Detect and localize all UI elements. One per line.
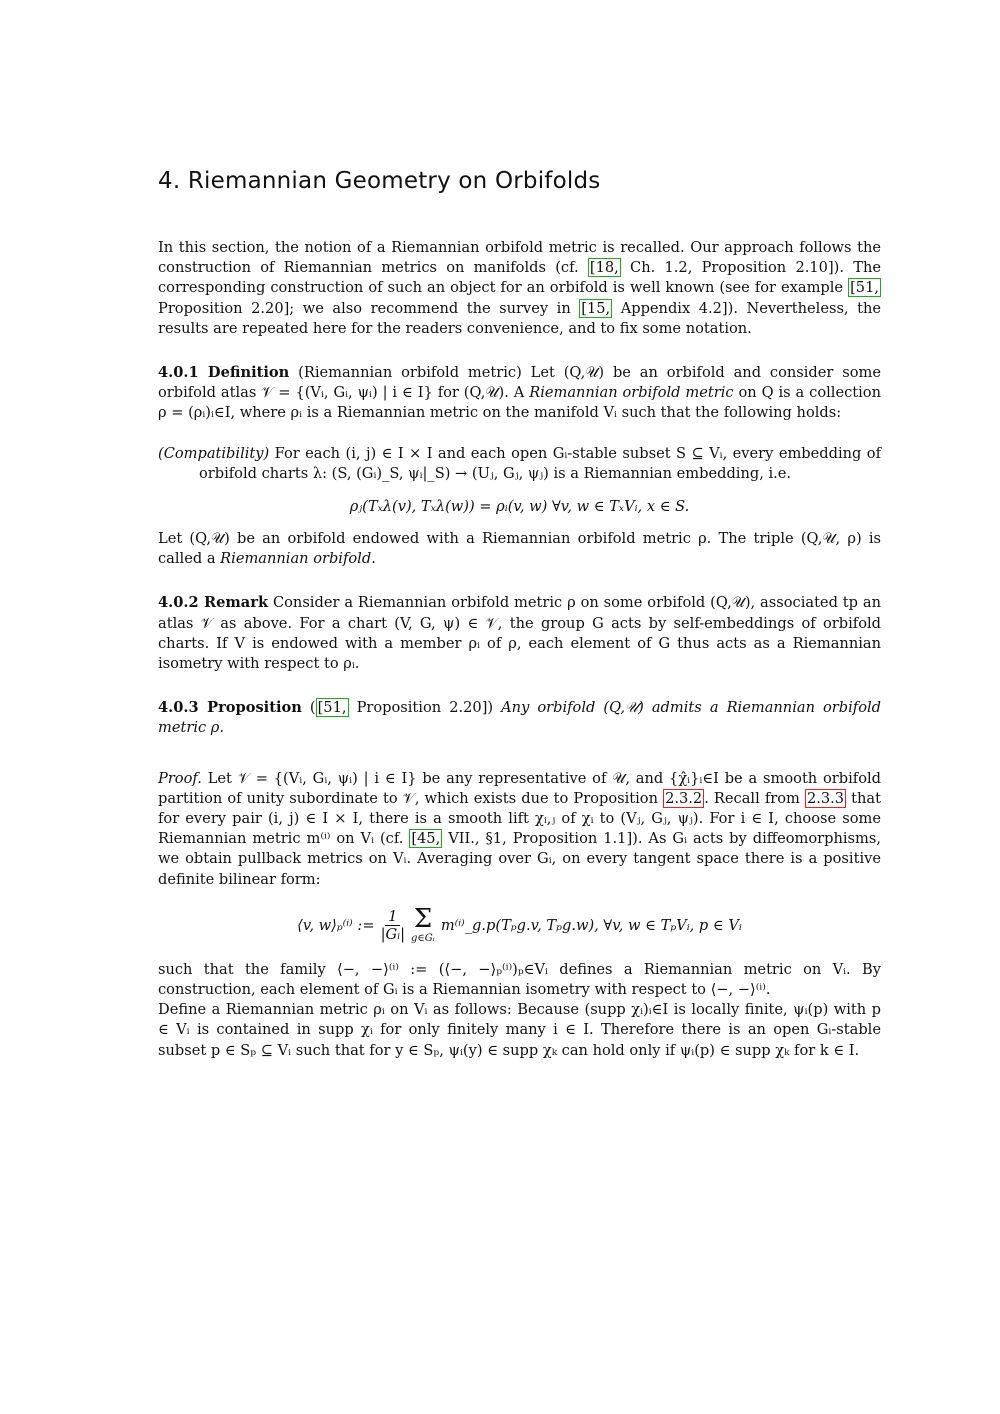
- definition-label: 4.0.1 Definition: [158, 364, 290, 382]
- definition-after-text: Let (Q,𝒰) be an orbifold endowed with a Riemannian orbifold metric ρ. The triple (Q,𝒰, ρ) is called a: [158, 530, 881, 568]
- proposition-statement: Any orbifold (Q,𝒰) admits a Riemannian orbifold metric ρ.: [158, 699, 881, 737]
- remark-text: Consider a Riemannian orbifold metric ρ on some orbifold (Q,𝒰), associated tp an atlas 𝒱 as above. For a chart (V, G, ψ) ∈ 𝒱, the group G acts by self-embeddings of orbifold charts. If V is endowed with a member ρᵢ of ρ, each element of G thus acts as a Riemannian isometry with respect to ρᵢ.: [158, 594, 881, 673]
- formula-denominator: |Gᵢ|: [380, 926, 405, 944]
- citation-link-51[interactable]: [51,: [850, 279, 879, 297]
- intro-text-3: Proposition 2.20]; we also recommend the survey in: [158, 299, 580, 317]
- compatibility-label: (Compatibility): [158, 444, 270, 462]
- remark-paragraph: [158, 593, 881, 674]
- riemannian-orbifold-term: Riemannian orbifold: [220, 550, 372, 568]
- definition-text-1: Let (Q,𝒰) be an orbifold and consider some orbifold atlas 𝒱 = {(Vᵢ, Gᵢ, ψᵢ) | i ∈ I} for (Q,𝒰). A: [158, 364, 881, 402]
- proof-label: Proof.: [158, 769, 202, 787]
- formula-fraction: [381, 908, 405, 943]
- proposition-label: 4.0.3 Proposition: [158, 699, 302, 717]
- citation-link-45[interactable]: [45,: [411, 830, 441, 848]
- proof-paragraph-2: such that the family ⟨−, −⟩⁽ⁱ⁾ := (⟨−, −⟩ₚ⁽ⁱ⁾)ₚ∈Vᵢ defines a Riemannian metric on Vᵢ. By construction, each element of Gᵢ is a Riemannian isometry with respect to ⟨−, −⟩⁽ⁱ⁾.: [158, 960, 881, 999]
- formula-numerator: 1: [385, 908, 400, 926]
- sum-subscript: g∈Gᵢ: [411, 932, 435, 944]
- proof-text-3: that for every pair (i, j) ∈ I × I, there is a smooth lift χᵢ,ⱼ of χᵢ to (Vⱼ, Gⱼ, ψⱼ). For i ∈ I, choose some Riemannian metric m⁽ⁱ⁾ on Vᵢ (cf.: [158, 789, 881, 848]
- proof-paragraph: Proof. Let 𝒱 = {(Vᵢ, Gᵢ, ψᵢ) | i ∈ I} be any representative of 𝒰, and {χ̂ᵢ}ᵢ∈I be a smooth orbifold partition of unity subordinate to 𝒱, which exists due to Proposition 2.3.2 . Recall from 2.3.3 that for every pair (i, j) ∈ I × I, there is a smooth lift χᵢ,ⱼ of χᵢ to (Vⱼ, Gⱼ, ψⱼ). For i ∈ I, choose some Riemannian metric m⁽ⁱ⁾ on Vᵢ (cf. [45, VII., §1, Proposition 1.1]). As Gᵢ acts by diffeomorphisms, we obtain pullback metrics on Vᵢ. Averaging over Gᵢ, on every tangent space there is a positive definite bilinear form:: [158, 769, 881, 888]
- formula-rhs: m⁽ⁱ⁾_g.p(Tₚg.v, Tₚg.w), ∀v, w ∈ TₚVᵢ, p ∈ Vᵢ: [440, 917, 742, 935]
- definition-text-2: on Q is a collection ρ = (ρᵢ)ᵢ∈I, where ρᵢ is a Riemannian metric on the manifold Vᵢ such that the following holds:: [158, 384, 881, 422]
- proof-paragraph-3: Define a Riemannian metric ρᵢ on Vᵢ as follows: Because (supp χᵢ)ᵢ∈I is locally finite, ψᵢ(p) with p ∈ Vᵢ is contained in supp χᵢ for only finitely many i ∈ I. Therefore there is an open Gᵢ-stable subset p ∈ Sₚ ⊆ Vᵢ such that for y ∈ Sₚ, ψᵢ(y) ∈ supp χₖ can hold only if ψᵢ(p) ∈ supp χₖ for k ∈ I.: [158, 1001, 881, 1059]
- intro-text-2: Ch. 1.2, Proposition 2.10]). The corresponding construction of such an object for an orbifold is well known (see for example: [158, 259, 881, 297]
- intro-paragraph: [158, 238, 881, 339]
- citation-link-51-b[interactable]: [51,: [317, 699, 347, 717]
- compatibility-text: For each (i, j) ∈ I × I and each open Gᵢ-stable subset S ⊆ Vᵢ, every embedding of orbifold charts λ: (S, (Gᵢ)_S, ψᵢ|_S) → (Uⱼ, Gⱼ, ψⱼ) is a Riemannian embedding, i.e.: [199, 444, 881, 482]
- section-title: 4. Riemannian Geometry on Orbifolds: [158, 168, 601, 194]
- citation-link-15[interactable]: [15,: [581, 299, 611, 317]
- formula-sum: [411, 903, 435, 946]
- sum-symbol: Σ: [413, 903, 433, 934]
- definition-term: Riemannian orbifold metric: [529, 384, 734, 402]
- remark-label: 4.0.2 Remark: [158, 594, 269, 612]
- proof-text-4: VII., §1, Proposition 1.1]). As Gᵢ acts by diffeomorphisms, we obtain pullback metrics on Vᵢ. Averaging over Gᵢ, on every tangent space there is a positive definite bilinear form:: [158, 830, 881, 888]
- definition-after-paragraph: Let (Q,𝒰) be an orbifold endowed with a Riemannian orbifold metric ρ. The triple (Q,𝒰, ρ) is called a Riemannian orbifold.: [158, 530, 881, 568]
- definition-title: (Riemannian orbifold metric): [298, 364, 522, 382]
- compatibility-formula: ρⱼ(Tₓλ(v), Tₓλ(w)) = ρᵢ(v, w) ∀v, w ∈ TₓVᵢ, x ∈ S.: [349, 498, 690, 516]
- averaging-formula: [158, 903, 881, 946]
- intro-text-1: In this section, the notion of a Riemannian orbifold metric is recalled. Our approach follows the construction of Riemannian metrics on manifolds (cf.: [158, 239, 881, 277]
- intro-text-4: Appendix 4.2]). Nevertheless, the results are repeated here for the readers convenience, and to fix some notation.: [158, 299, 881, 337]
- proof-text-1: Let 𝒱 = {(Vᵢ, Gᵢ, ψᵢ) | i ∈ I} be any representative of 𝒰, and {χ̂ᵢ}ᵢ∈I be a smooth orbifold partition of unity subordinate to 𝒱, which exists due to Proposition: [158, 769, 881, 807]
- proposition-paragraph: 4.0.3 Proposition ( [51, Proposition 2.20]) Any orbifold (Q,𝒰) admits a Riemannian orbifold metric ρ.: [158, 699, 881, 737]
- definition-paragraph: [158, 363, 881, 424]
- citation-link-18[interactable]: [18,: [589, 259, 619, 277]
- compatibility-item: [158, 444, 881, 484]
- page-content: [158, 168, 881, 1061]
- reference-link-2-3-2[interactable]: 2.3.2: [665, 789, 703, 807]
- formula-lhs: ⟨v, w⟩ₚ⁽ⁱ⁾ :=: [297, 917, 375, 935]
- reference-link-2-3-3[interactable]: 2.3.3: [806, 789, 845, 807]
